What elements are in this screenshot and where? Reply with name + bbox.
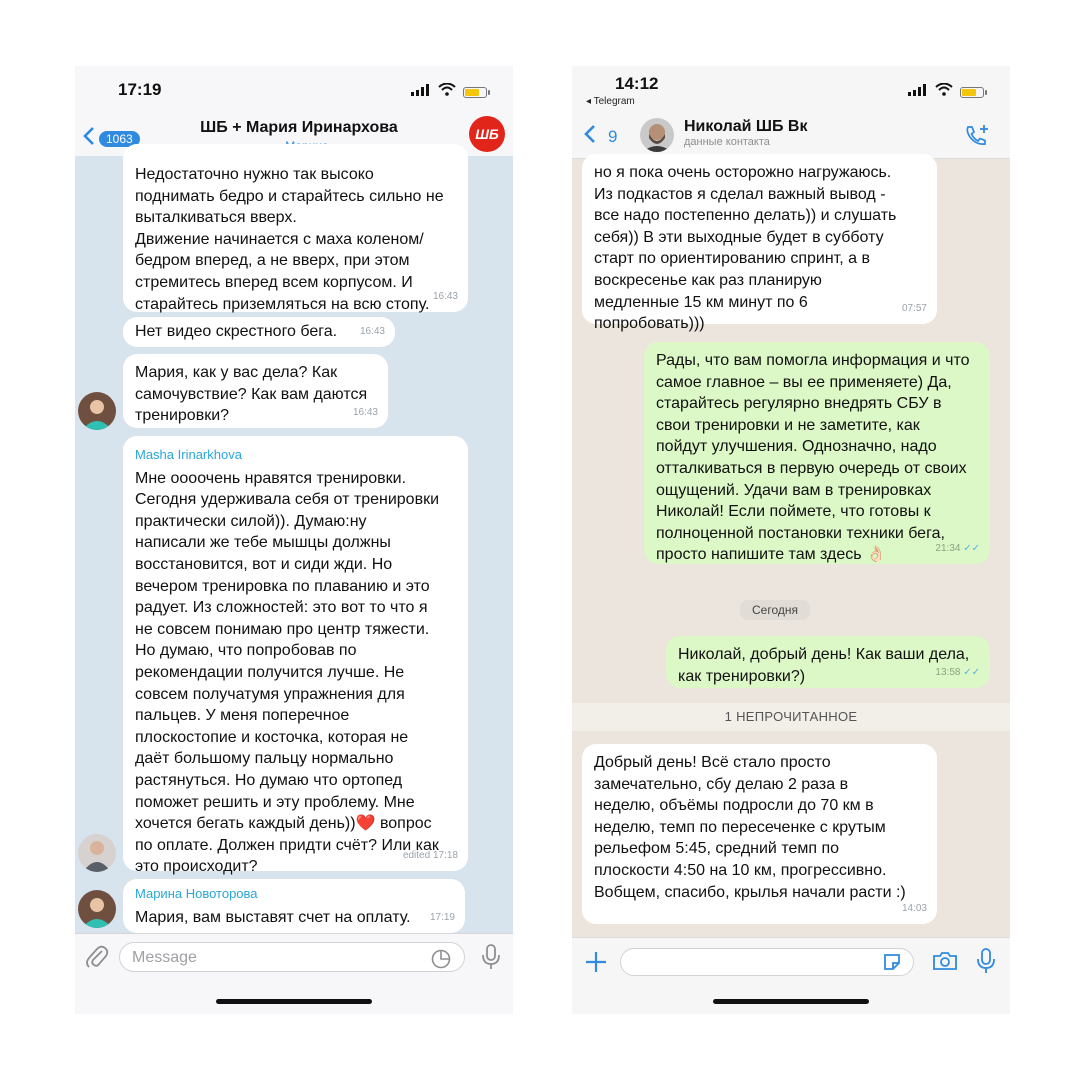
group-avatar[interactable]: ШБ (469, 116, 505, 152)
signal-icon (411, 83, 431, 101)
message-meta (935, 662, 980, 684)
message-bubble[interactable] (123, 317, 395, 347)
message-meta (935, 538, 980, 560)
sticker-icon[interactable] (882, 952, 902, 977)
camera-icon[interactable] (932, 950, 958, 977)
telegram-screen-left (75, 66, 513, 1014)
message-text: Николай, добрый день! Как ваши дела, как тренировки?) (678, 646, 970, 685)
battery-icon (463, 87, 487, 98)
contact-subtitle: данные контакта (684, 136, 770, 148)
status-time: 17:19 (118, 80, 162, 99)
message-bubble[interactable] (123, 436, 468, 876)
message-input[interactable] (620, 948, 914, 976)
microphone-icon[interactable] (976, 947, 996, 980)
chat-title-text: ШБ + Мария Иринархова (200, 119, 398, 136)
back-button[interactable] (584, 124, 617, 149)
message-time: 16:43 (352, 407, 378, 419)
message-bubble[interactable] (582, 744, 937, 924)
unread-count-badge: 1063 (99, 131, 140, 147)
message-text: но я пока очень осторожно нагружаюсь. Из подкастов я сделал важный вывод - все надо постепенно делать)) и слушать себя)) В эти выходные будет в субботу старт по ориентированию спринт, а в воскресенье как раз планирую медленные 15 км минут по 6 попробовать))) (594, 164, 897, 333)
message-bubble[interactable] (123, 354, 388, 428)
message-time: 16:43 (432, 291, 458, 303)
message-time: 17:19 (429, 912, 455, 924)
message-sender[interactable]: Masha Irinarkhova (135, 447, 242, 462)
contact-avatar[interactable] (640, 118, 674, 152)
home-indicator (713, 999, 869, 1004)
message-bubble-outgoing[interactable] (666, 636, 990, 688)
double-check-icon: ✓✓ (963, 543, 980, 555)
avatar[interactable] (78, 392, 116, 430)
whatsapp-screen-right (572, 66, 1010, 1014)
date-divider: Сегодня (740, 600, 810, 620)
message-text: Рады, что вам помогла информация и что самое главное – вы ее применяете) Да, старайтесь регулярно внедрять СБУ в свои тренировки и не заметите, как пойдут улучшения. Однозначно, надо отталкиваться в первую очередь от своих ощущений. Удачи вам в тренировках Николай! Если поймете, что готовы к полноценной постановки техники бега, просто напишите там здесь 👌🏻 (656, 352, 970, 564)
message-text: Недостаточно нужно так высоко поднимать бедро и старайтесь сильно не выталкиваться вверх. Движение начинается с маха коленом/ бедром вперед, а не вверх, при этом стремитесь вперед всем корпусом. И старайтесь приземляться на всю стопу. (135, 166, 444, 313)
message-text: Добрый день! Всё стало просто замечательно, сбу делаю 2 раза в неделю, объёмы подросли до 70 км в неделю, темп по пересеченке с крутым рельефом 5:45, средний темп по плоскости 4:50 на 10 км, прогрессивно. Вобщем, спасибо, крылья начали расти :) (594, 754, 906, 901)
double-check-icon: ✓✓ (963, 667, 980, 679)
home-indicator (216, 999, 372, 1004)
status-bar (572, 66, 1010, 116)
message-input-bar (572, 937, 1010, 1014)
wifi-icon (935, 83, 953, 101)
message-bubble[interactable] (123, 144, 468, 312)
message-bubble[interactable] (582, 154, 937, 333)
message-input-bar (75, 933, 513, 1014)
chevron-left-icon (83, 126, 95, 151)
chevron-left-icon (584, 124, 596, 149)
message-time: 21:34 (935, 543, 961, 555)
avatar[interactable] (78, 890, 116, 928)
message-time: 13:58 (935, 667, 961, 679)
add-call-icon[interactable] (964, 124, 990, 153)
message-bubble[interactable] (123, 879, 465, 933)
message-time: 07:57 (901, 303, 927, 315)
attach-icon[interactable] (85, 944, 109, 975)
back-count: 9 (608, 126, 618, 146)
message-time: edited 17:18 (402, 850, 458, 862)
message-sender[interactable]: Марина Новоторова (135, 886, 258, 901)
status-time: 14:12 (615, 74, 659, 93)
message-time: 14:03 (901, 903, 927, 915)
avatar[interactable] (78, 834, 116, 872)
signal-icon (908, 83, 928, 101)
message-bubble-outgoing[interactable] (644, 342, 990, 564)
unread-divider: 1 НЕПРОЧИТАННОЕ (572, 703, 1010, 731)
sticker-icon[interactable] (431, 949, 451, 974)
plus-icon[interactable] (585, 951, 607, 978)
contact-info[interactable] (684, 118, 808, 148)
message-input[interactable]: Message (119, 942, 465, 972)
telegram-back-link[interactable]: ◂ Telegram (586, 96, 635, 107)
status-bar (75, 66, 513, 116)
contact-name: Николай ШБ Вк (684, 118, 808, 135)
message-text: Нет видео скрестного бега. (135, 323, 338, 340)
wifi-icon (438, 83, 456, 101)
microphone-icon[interactable] (481, 943, 501, 976)
message-time: 16:43 (359, 326, 385, 338)
message-text: Мария, как у вас дела? Как самочувствие? Как вам даются тренировки? (135, 364, 368, 425)
battery-icon (960, 87, 984, 98)
message-text: Мария, вам выставят счет на оплату. (135, 908, 411, 926)
message-text: Мне оооочень нравятся тренировки. Сегодня удерживала себя от тренировки практически силой)). Думаю:ну написали же тебе мышцы должны восстановится, вот и сиди жди. Но вечером тренировка по плаванию и это радует. Из сложностей: это вот то что я не совсем понимаю про центр тяжести. Но думаю, что попробовав по рекомендации получится лучше. Не совсем получатумя упражнения для пальцев. У меня поперечное плоскостопие и косточка, которая не даёт большому пальцу нормально растянуться. Но думаю что ортопед поможет решить и эту проблему. Мне хочется бегать каждый день))❤️ вопрос по оплате. Должен придти счёт? Или как это происходит? (135, 469, 439, 876)
